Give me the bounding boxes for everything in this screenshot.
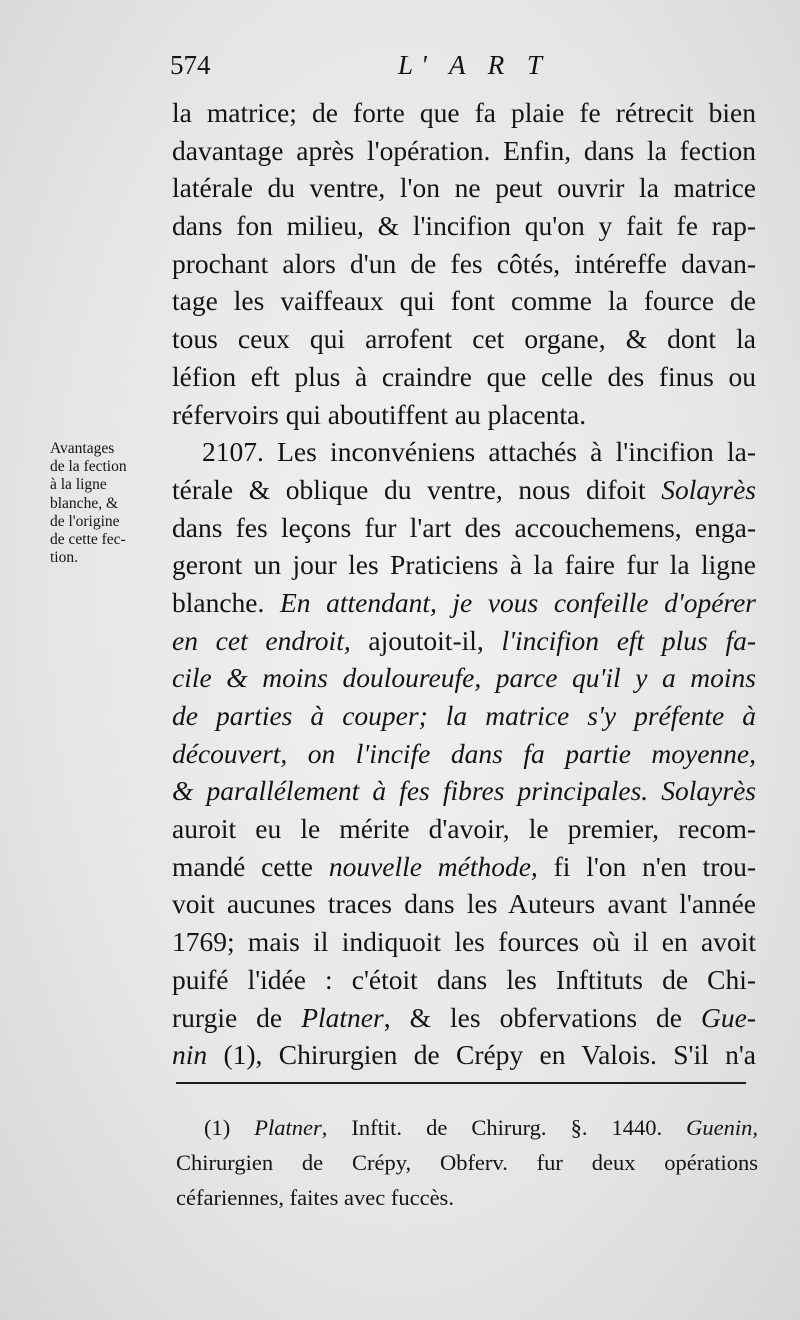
quote-line: de parties à couper; la matrice s'y préfente à (172, 700, 756, 731)
footnote-line: céfariennes, faites avec fuccès. (176, 1185, 454, 1210)
text-run: (1), Chirurgien de Crépy en Valois. S'il n'a (223, 1039, 756, 1071)
footnote (176, 1110, 758, 1215)
text-line: 1769; mais il indiquoit les fources où il en avoit (172, 926, 756, 958)
text-line: voit aucunes traces dans les Auteurs avant l'année (172, 888, 756, 920)
running-title: L' A R T (398, 50, 551, 80)
text-line: auroit eu le mérite d'avoir, le premier, recom- (172, 813, 756, 845)
text-line-paragraph-start: 2107. Les inconvéniens attachés à l'incifion la- (202, 436, 756, 468)
text-line (172, 471, 756, 509)
text-line (172, 772, 756, 810)
footnote-rule (176, 1082, 746, 1084)
text-line (172, 1036, 756, 1074)
author-name: Solayrès (661, 775, 756, 807)
text-line: davantage après l'opération. Enfin, dans la fection (172, 134, 756, 166)
quote-line: cile & moins douloureufe, parce qu'il y a moins (172, 662, 756, 694)
margin-note-line: blanche, & (50, 494, 119, 512)
text-line: léfion eft plus à craindre que celle des finus ou (172, 360, 756, 392)
text-run: , Inftit. de Chirurg. §. 1440. (321, 1115, 663, 1140)
text-line: dans fon milieu, & l'incifion qu'on y fait fe rap- (172, 210, 756, 242)
quote-run: l'incifion eft plus fa- (501, 624, 756, 656)
quote-run: & parallélement à fes fibres principales. (172, 775, 649, 807)
margin-note-line: de cette fec- (50, 531, 126, 549)
emphasis-run: nouvelle méthode, (328, 850, 538, 882)
margin-note (50, 440, 178, 567)
footnote-line (176, 1110, 758, 1145)
text-line: réfervoirs qui aboutiffent au placenta. (172, 398, 587, 430)
text-run: ajoutoit-il, (368, 624, 484, 656)
author-name: Solayrès (661, 473, 756, 505)
author-name: Platner (254, 1115, 322, 1140)
author-name: Platner (301, 1001, 384, 1033)
text-line: latérale du ventre, l'on ne peut ouvrir la matrice (172, 172, 756, 204)
author-name: nin (172, 1039, 208, 1071)
text-run: fi l'on n'en trou- (553, 850, 757, 882)
body-text (172, 94, 756, 1074)
text-line: puifé l'idée : c'étoit dans les Inftituts de Chi- (172, 963, 756, 995)
margin-note-line: de la fection (50, 458, 127, 476)
text-run: blanche. (172, 586, 265, 618)
quote-run: en cet endroit, (172, 624, 351, 656)
text-line (172, 584, 756, 622)
text-run: rurgie de (172, 1001, 283, 1033)
text-line (172, 848, 756, 886)
margin-note-line: de l'origine (50, 512, 120, 530)
quote-run: En attendant, je vous confeille d'opérer (279, 586, 756, 618)
quote-line: découvert, on l'incife dans fa partie moyenne, (172, 737, 756, 769)
text-run: , & les obfervations de (383, 1001, 683, 1033)
footnote-marker: (1) (204, 1115, 231, 1140)
text-line: tous ceux qui arrofent cet organe, & dont la (172, 323, 756, 355)
text-line: tage les vaiffeaux qui font comme la fource de (172, 285, 756, 317)
author-name: Guenin, (686, 1115, 758, 1140)
running-head (170, 50, 760, 90)
text-line: prochant alors d'un de fes côtés, intéreffe davan- (172, 247, 756, 279)
text-line (172, 622, 756, 660)
text-line (172, 999, 756, 1037)
text-run: térale & oblique du ventre, nous difoit (172, 473, 646, 505)
text-line: dans fes leçons fur l'art des accouchemens, enga- (172, 511, 756, 543)
page-number: 574 (170, 50, 211, 80)
text-line: geront un jour les Praticiens à la faire fur la ligne (172, 549, 756, 581)
text-run: mandé cette (172, 850, 313, 882)
author-name: Gue- (701, 1001, 757, 1033)
footnote-line: Chirurgien de Crépy, Obferv. fur deux opérations (176, 1150, 758, 1175)
margin-note-line: à la ligne (50, 476, 107, 494)
margin-note-line: Avantages (50, 440, 115, 457)
text-line: la matrice; de forte que fa plaie fe rétrecit bien (172, 97, 756, 128)
margin-note-line: tion. (50, 549, 78, 567)
